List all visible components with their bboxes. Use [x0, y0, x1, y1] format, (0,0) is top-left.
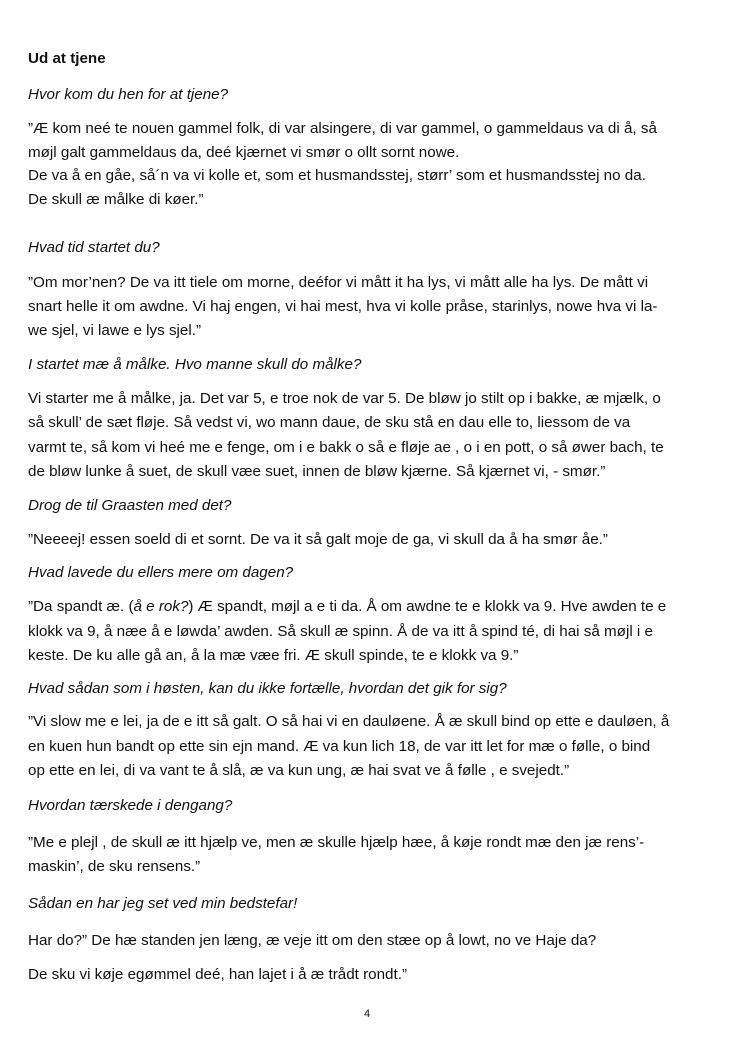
question-line: Hvordan tærskede i dengang?: [28, 797, 233, 814]
page-number: 4: [363, 1008, 371, 1020]
answer-line: [28, 597, 666, 617]
question-line: Hvad sådan som i høsten, kan du ikke fortælle, hvordan det gik for sig?: [28, 680, 507, 697]
question-line: Hvad lavede du ellers mere om dagen?: [28, 564, 294, 581]
answer-line: we sjel, vi lawe e lys sjel.”: [28, 322, 202, 339]
answer-line: ”Vi slow me e lei, ja de e itt så galt. O så hai vi en dauløene. Å æ skull bind op ette e dauløen, å: [28, 713, 670, 730]
answer-line: ”Æ kom neé te nouen gammel folk, di var alsingere, di var gammel, o gammeldaus va di å, så: [28, 120, 657, 137]
answer-line: Vi starter me å målke, ja. Det var 5, e troe nok de var 5. De bløw jo stilt op i bakke, æ mjælk, o: [28, 390, 661, 407]
interviewer-interjection: å e rok?: [133, 598, 189, 615]
answer-line: Har do?” De hæ standen jen læng, æ veje itt om den stæe op å lowt, no ve Haje da?: [28, 932, 597, 949]
answer-line: ”Om mor’nen? De va itt tiele om morne, deéfor vi mått it ha lys, vi mått alle ha lys. De mått vi: [28, 274, 649, 291]
answer-line: ”Neeeej! essen soeld di et sornt. De va it så galt moje de ga, vi skull da å ha smør åe.”: [28, 531, 608, 548]
answer-line: op ette en lei, di va vant te å slå, æ va kun ung, æ hai svat ve å følle , e svejedt.”: [28, 762, 570, 779]
question-line: I startet mæ å målke. Hvo manne skull do målke?: [28, 356, 362, 373]
answer-line: møjl galt gammeldaus da, deé kjærnet vi smør o ollt sornt nowe.: [28, 144, 460, 161]
question-line: Hvor kom du hen for at tjene?: [28, 86, 229, 103]
answer-line: klokk va 9, å næe å e løwda’ awden. Så skull æ spinn. Å de va itt å spind té, di hai så møjl i e: [28, 623, 653, 640]
question-line: Drog de til Graasten med det?: [28, 497, 232, 514]
answer-text: ) Æ spandt, møjl a e ti da. Å om awdne te e klokk va 9. Hve awden te e: [188, 598, 667, 615]
answer-line: varmt te, så kom vi heé me e fenge, om i e bakk o så e fløje ae , o i en pott, o så øwer bach, te: [28, 439, 664, 456]
answer-text: ”Da spandt æ. (: [28, 598, 134, 615]
question-line: Sådan en har jeg set ved min bedstefar!: [28, 895, 298, 912]
answer-line: ”Me e plejl , de skull æ itt hjælp ve, men æ skulle hjælp hæe, å køje rondt mæ den jæ rens’-: [28, 834, 645, 851]
answer-line: snart helle it om awdne. Vi haj engen, vi hai mest, hva vi kolle pråse, starinlys, nowe hva vi la-: [28, 298, 658, 315]
document-title: Ud at tjene: [28, 50, 106, 67]
answer-line: keste. De ku alle gå an, å la mæ væe fri. Æ skull spinde, te e klokk va 9.”: [28, 647, 519, 664]
answer-line: De skull æ målke di køer.”: [28, 191, 204, 208]
answer-line: så skull’ de sæt fløje. Så vedst vi, wo mann daue, de sku stå en dau elle to, liessom de va: [28, 414, 631, 431]
answer-line: en kuen hun bandt op ette sin ejn mand. Æ va kun lich 18, de var itt let for mæ o følle, o bind: [28, 738, 651, 755]
question-line: Hvad tid startet du?: [28, 239, 160, 256]
answer-line: de bløw lunke å suet, de skull væe suet, innen de bløw kjærne. Så kjærnet vi, - smør.”: [28, 463, 606, 480]
answer-line: maskin’, de sku rensens.”: [28, 858, 201, 875]
answer-line: De sku vi køje egømmel deé, han lajet i å æ trådt rondt.”: [28, 966, 408, 983]
answer-line: De va å en gåe, så´n va vi kolle et, som et husmandsstej, størr’ som et husmandsstej no da.: [28, 167, 646, 184]
